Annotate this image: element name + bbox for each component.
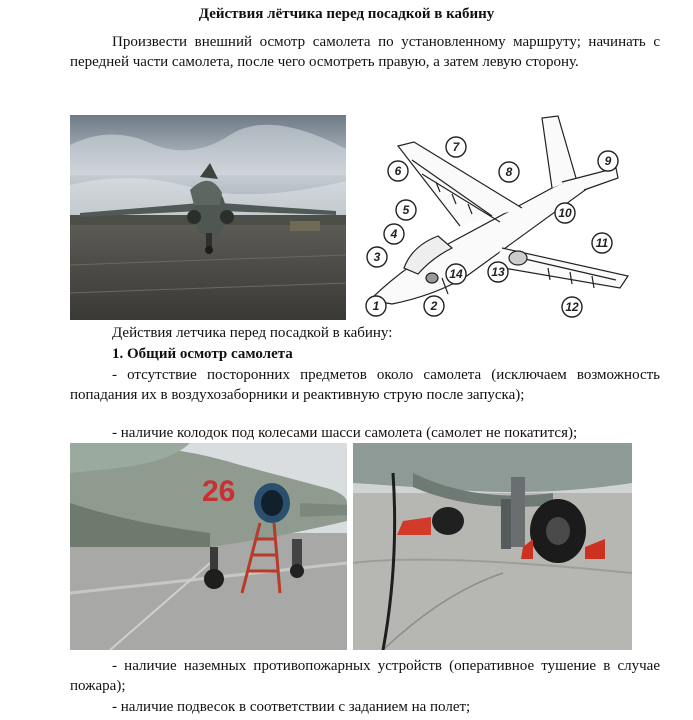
callout-9	[598, 151, 618, 171]
svg-text:11: 11	[595, 236, 609, 250]
aircraft-ladder-photo	[70, 443, 347, 650]
callout-7	[446, 137, 466, 157]
svg-text:8: 8	[505, 165, 513, 179]
checklist-item-fire-equipment: - наличие наземных противопожарных устройств (оперативное тушение в случае пожара);	[70, 658, 660, 694]
callout-1	[366, 296, 386, 316]
callout-11	[592, 233, 612, 253]
callout-2	[424, 296, 444, 316]
section-heading: 1. Общий осмотр самолета	[112, 346, 293, 362]
checklist-item-wheel-chocks: - наличие колодок под колесами шасси самолета (самолет не покатится);	[112, 425, 578, 441]
svg-text:7: 7	[452, 140, 460, 154]
svg-text:12: 12	[565, 300, 579, 314]
inspection-route-diagram	[352, 108, 652, 323]
callout-4	[384, 224, 404, 244]
svg-text:26: 26	[202, 475, 236, 508]
callout-6	[388, 161, 408, 181]
callout-3	[367, 247, 387, 267]
callout-8	[499, 162, 519, 182]
svg-text:4: 4	[390, 227, 398, 241]
svg-text:2: 2	[430, 299, 438, 313]
svg-text:10: 10	[558, 206, 572, 220]
svg-text:6: 6	[394, 164, 402, 178]
callout-5	[396, 200, 416, 220]
svg-text:5: 5	[402, 203, 410, 217]
section-intro: Действия летчика перед посадкой в кабину:	[112, 325, 393, 341]
callout-14	[446, 264, 466, 284]
wheel-chocks-photo	[353, 443, 632, 650]
callout-13	[488, 262, 508, 282]
svg-text:14: 14	[449, 267, 463, 281]
svg-text:13: 13	[491, 265, 505, 279]
aircraft-front-photo	[70, 115, 346, 320]
svg-text:1: 1	[372, 299, 380, 313]
checklist-item-foreign-objects: - отсутствие посторонних предметов около самолета (исключаем возможность попадания их в воздухозаборники и реактивную струю после запуска);	[70, 367, 660, 403]
intro-paragraph: Произвести внешний осмотр самолета по установленному маршруту; начинать с передней части самолета, после чего осмотреть правую, а затем левую сторону.	[70, 34, 660, 70]
checklist-item-stores: - наличие подвесок в соответствии с заданием на полет;	[112, 699, 471, 715]
callout-10	[555, 203, 575, 223]
page-title: Действия лётчика перед посадкой в кабину	[198, 6, 495, 22]
svg-text:9: 9	[604, 154, 612, 168]
svg-text:3: 3	[373, 250, 381, 264]
callout-12	[562, 297, 582, 317]
